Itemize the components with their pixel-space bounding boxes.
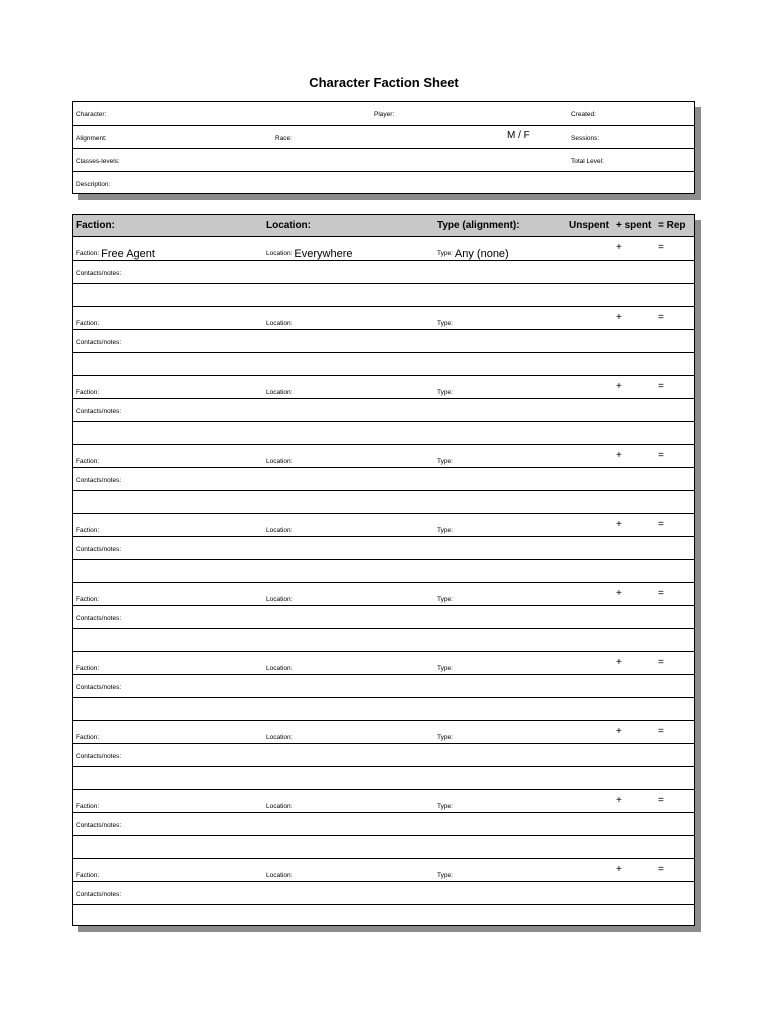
contacts-notes-row (73, 329, 694, 352)
faction-field-label: Faction: (76, 320, 100, 327)
character-info-box (72, 101, 695, 194)
location-field-label: Location: (266, 527, 293, 534)
faction-entry-row (73, 582, 694, 605)
plus-sign: + (616, 657, 622, 668)
header-location: Location: (266, 220, 311, 231)
faction-field-label: Faction: (76, 389, 100, 396)
faction-value: Free Agent (101, 248, 155, 260)
notes-blank-row (73, 904, 694, 927)
contacts-notes-label: Contacts/notes: (76, 339, 122, 346)
header-unspent: Unspent (569, 220, 609, 231)
notes-blank-row (73, 559, 694, 582)
faction-entry-row (73, 306, 694, 329)
contacts-notes-row (73, 881, 694, 904)
faction-entry-row (73, 237, 694, 260)
equals-sign: = (658, 864, 664, 875)
alignment-row (73, 125, 694, 148)
location-field-label: Location: (266, 734, 293, 741)
location-field-label: Location: (266, 665, 293, 672)
race-label: Race: (275, 135, 292, 142)
equals-sign: = (658, 657, 664, 668)
faction-field-label: Faction: (76, 527, 100, 534)
type-field-label: Type: Any (none) (437, 248, 509, 260)
type-field-label: Type: (437, 320, 453, 327)
created-label: Created: (571, 111, 596, 118)
contacts-notes-label: Contacts/notes: (76, 408, 122, 415)
faction-field-label: Faction: (76, 734, 100, 741)
notes-blank-row (73, 628, 694, 651)
type-field-label: Type: (437, 527, 453, 534)
equals-sign: = (658, 519, 664, 530)
contacts-notes-row (73, 743, 694, 766)
header-type: Type (alignment): (437, 220, 520, 231)
faction-field-label: Faction: (76, 665, 100, 672)
faction-field-label: Faction: (76, 458, 100, 465)
sessions-label: Sessions: (571, 135, 600, 142)
plus-sign: + (616, 795, 622, 806)
location-field-label: Location: Everywhere (266, 248, 353, 260)
contacts-notes-row (73, 674, 694, 697)
classes-label: Classes-levels: (76, 158, 120, 165)
total-level-label: Total Level: (571, 158, 604, 165)
plus-sign: + (616, 450, 622, 461)
contacts-notes-row (73, 398, 694, 421)
type-field-label: Type: (437, 872, 453, 879)
description-row (73, 171, 694, 194)
plus-sign: + (616, 312, 622, 323)
faction-entry-row (73, 375, 694, 398)
classes-row (73, 148, 694, 171)
location-field-label: Location: (266, 872, 293, 879)
type-field-label: Type: (437, 734, 453, 741)
contacts-notes-label: Contacts/notes: (76, 684, 122, 691)
equals-sign: = (658, 312, 664, 323)
character-label: Character: (76, 111, 107, 118)
faction-field-label: Faction: (76, 872, 100, 879)
contacts-notes-row (73, 260, 694, 283)
plus-sign: + (616, 519, 622, 530)
faction-entry-row (73, 513, 694, 536)
equals-sign: = (658, 588, 664, 599)
notes-blank-row (73, 352, 694, 375)
notes-blank-row (73, 697, 694, 720)
description-label: Description: (76, 181, 111, 188)
contacts-notes-row (73, 812, 694, 835)
type-field-label: Type: (437, 803, 453, 810)
page-title: Character Faction Sheet (309, 75, 459, 90)
faction-field-label: Faction: (76, 803, 100, 810)
plus-sign: + (616, 864, 622, 875)
location-field-label: Location: (266, 458, 293, 465)
equals-sign: = (658, 381, 664, 392)
location-field-label: Location: (266, 803, 293, 810)
contacts-notes-label: Contacts/notes: (76, 477, 122, 484)
faction-table-header (73, 215, 694, 237)
alignment-label: Alignment: (76, 135, 107, 142)
location-field-label: Location: (266, 389, 293, 396)
character-row (73, 102, 694, 125)
plus-sign: + (616, 242, 622, 253)
notes-blank-row (73, 835, 694, 858)
faction-entry-row (73, 651, 694, 674)
type-field-label: Type: (437, 389, 453, 396)
faction-field-label: Faction: (76, 596, 100, 603)
contacts-notes-row (73, 605, 694, 628)
notes-blank-row (73, 283, 694, 306)
notes-blank-row (73, 421, 694, 444)
faction-field-label: Faction: Free Agent (76, 248, 155, 260)
plus-sign: + (616, 381, 622, 392)
contacts-notes-label: Contacts/notes: (76, 270, 122, 277)
faction-table (72, 214, 695, 926)
header-spent: + spent (616, 220, 652, 231)
notes-blank-row (73, 490, 694, 513)
type-value: Any (none) (454, 248, 509, 260)
gender-options: M / F (507, 130, 530, 141)
equals-sign: = (658, 242, 664, 253)
notes-blank-row (73, 766, 694, 789)
contacts-notes-label: Contacts/notes: (76, 891, 122, 898)
faction-entry-row (73, 858, 694, 881)
faction-entry-row (73, 444, 694, 467)
type-field-label: Type: (437, 458, 453, 465)
plus-sign: + (616, 726, 622, 737)
contacts-notes-label: Contacts/notes: (76, 546, 122, 553)
equals-sign: = (658, 726, 664, 737)
equals-sign: = (658, 450, 664, 461)
player-label: Player: (374, 111, 395, 118)
type-field-label: Type: (437, 596, 453, 603)
location-value: Everywhere (294, 248, 353, 260)
plus-sign: + (616, 588, 622, 599)
header-faction: Faction: (76, 220, 115, 231)
faction-entry-row (73, 789, 694, 812)
contacts-notes-row (73, 467, 694, 490)
location-field-label: Location: (266, 596, 293, 603)
type-field-label: Type: (437, 665, 453, 672)
location-field-label: Location: (266, 320, 293, 327)
contacts-notes-label: Contacts/notes: (76, 753, 122, 760)
equals-sign: = (658, 795, 664, 806)
faction-entry-row (73, 720, 694, 743)
header-rep: = Rep (658, 220, 686, 231)
contacts-notes-row (73, 536, 694, 559)
contacts-notes-label: Contacts/notes: (76, 822, 122, 829)
contacts-notes-label: Contacts/notes: (76, 615, 122, 622)
